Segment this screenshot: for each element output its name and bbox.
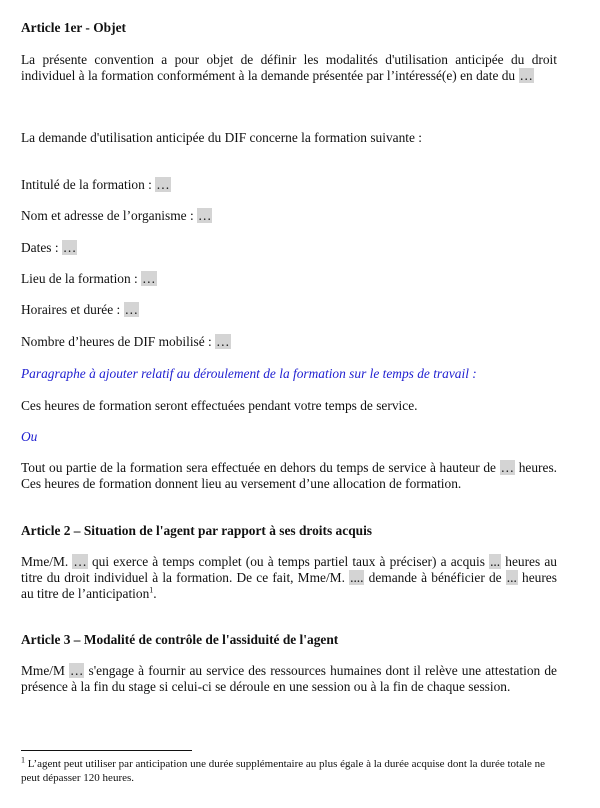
option1-text: Ces heures de formation seront effectuées pendant votre temps de service.: [21, 398, 418, 413]
option2-a: Tout ou partie de la formation sera effectuée en dehors du temps de service à hauteur de: [21, 460, 496, 475]
intitule-label: Intitulé de la formation :: [21, 177, 152, 192]
organisme-field[interactable]: …: [198, 208, 212, 223]
article2-text: [21, 554, 557, 602]
footnote: [21, 757, 557, 785]
article2-p3: heures au titre du droit individuel à la formation. De ce fait, Mme/M.: [21, 554, 557, 585]
article2-p1: Mme/M.: [21, 554, 69, 569]
footnote-divider: [21, 750, 192, 751]
intitule-line: [21, 177, 557, 193]
footnote-number: 1: [21, 755, 25, 765]
lieu-field[interactable]: …: [142, 271, 156, 286]
intitule-field[interactable]: …: [156, 177, 170, 192]
option2-b: heures. Ces heures de formation donnent lieu au versement d’une allocation de formation.: [21, 460, 557, 491]
article2-p5: de: [488, 570, 502, 585]
agent-name-field-3[interactable]: …: [70, 663, 84, 678]
paragraph-note: Paragraphe à ajouter relatif au déroulement de la formation sur le temps de travail :: [21, 366, 477, 381]
article3-p2: s'engage à fournir au service des ressources humaines dont il relève une attestation de présence à la fin du stage si celui-ci se déroule en une session ou à la fin de chaque session.: [21, 663, 557, 694]
footnote-text: L’agent peut utiliser par anticipation une durée supplémentaire au plus égale à la durée acquise dont la durée totale ne peut dépasser 120 heures.: [21, 758, 546, 784]
article2-p7: .: [153, 586, 157, 601]
intro-text: La présente convention a pour objet de définir les modalités d'utilisation anticipée du droit individuel à la formation conformément à la demande présentée par l’intéressé(e) en date du: [21, 52, 557, 83]
option2-hours-field[interactable]: …: [500, 460, 515, 475]
dates-label: Dates :: [21, 240, 59, 255]
article3-title: Article 3 – Modalité de contrôle de l'assiduité de l'agent: [21, 632, 339, 647]
agent-name-field-2[interactable]: ....: [350, 570, 364, 585]
dates-field[interactable]: …: [62, 240, 77, 255]
date-field[interactable]: …: [519, 68, 533, 83]
dates-line: [21, 240, 557, 256]
heures-line: [21, 334, 557, 350]
article2-p4: demande à bénéficier: [368, 570, 485, 585]
demand-text: La demande d'utilisation anticipée du DIF concerne la formation suivante :: [21, 130, 423, 145]
article2-p6: heures au titre de l’anticipation: [21, 570, 557, 601]
article2-title: Article 2 – Situation de l'agent par rapport à ses droits acquis: [21, 523, 373, 538]
anticipation-hours-field[interactable]: ...: [506, 570, 517, 585]
article2-p2: qui exerce à temps complet (ou à temps partiel taux à préciser) a acquis: [91, 554, 485, 569]
heures-label: Nombre d’heures de DIF mobilisé :: [21, 334, 212, 349]
organisme-line: [21, 208, 557, 224]
article1-title: Article 1er - Objet: [21, 20, 126, 35]
option2-text: [21, 460, 557, 492]
heures-field[interactable]: …: [216, 334, 230, 349]
horaires-line: [21, 302, 557, 318]
lieu-label: Lieu de la formation :: [21, 271, 138, 286]
acquired-hours-field[interactable]: ...: [490, 554, 501, 569]
agent-name-field[interactable]: …: [73, 554, 87, 569]
or-text: Ou: [21, 429, 38, 444]
article1-intro: [21, 52, 557, 84]
horaires-field[interactable]: …: [124, 302, 139, 317]
horaires-label: Horaires et durée :: [21, 302, 121, 317]
lieu-line: [21, 271, 557, 287]
footnote-ref[interactable]: 1: [149, 585, 154, 595]
organisme-label: Nom et adresse de l’organisme :: [21, 208, 194, 223]
article3-p1: Mme/M: [21, 663, 65, 678]
article3-text: [21, 663, 557, 695]
